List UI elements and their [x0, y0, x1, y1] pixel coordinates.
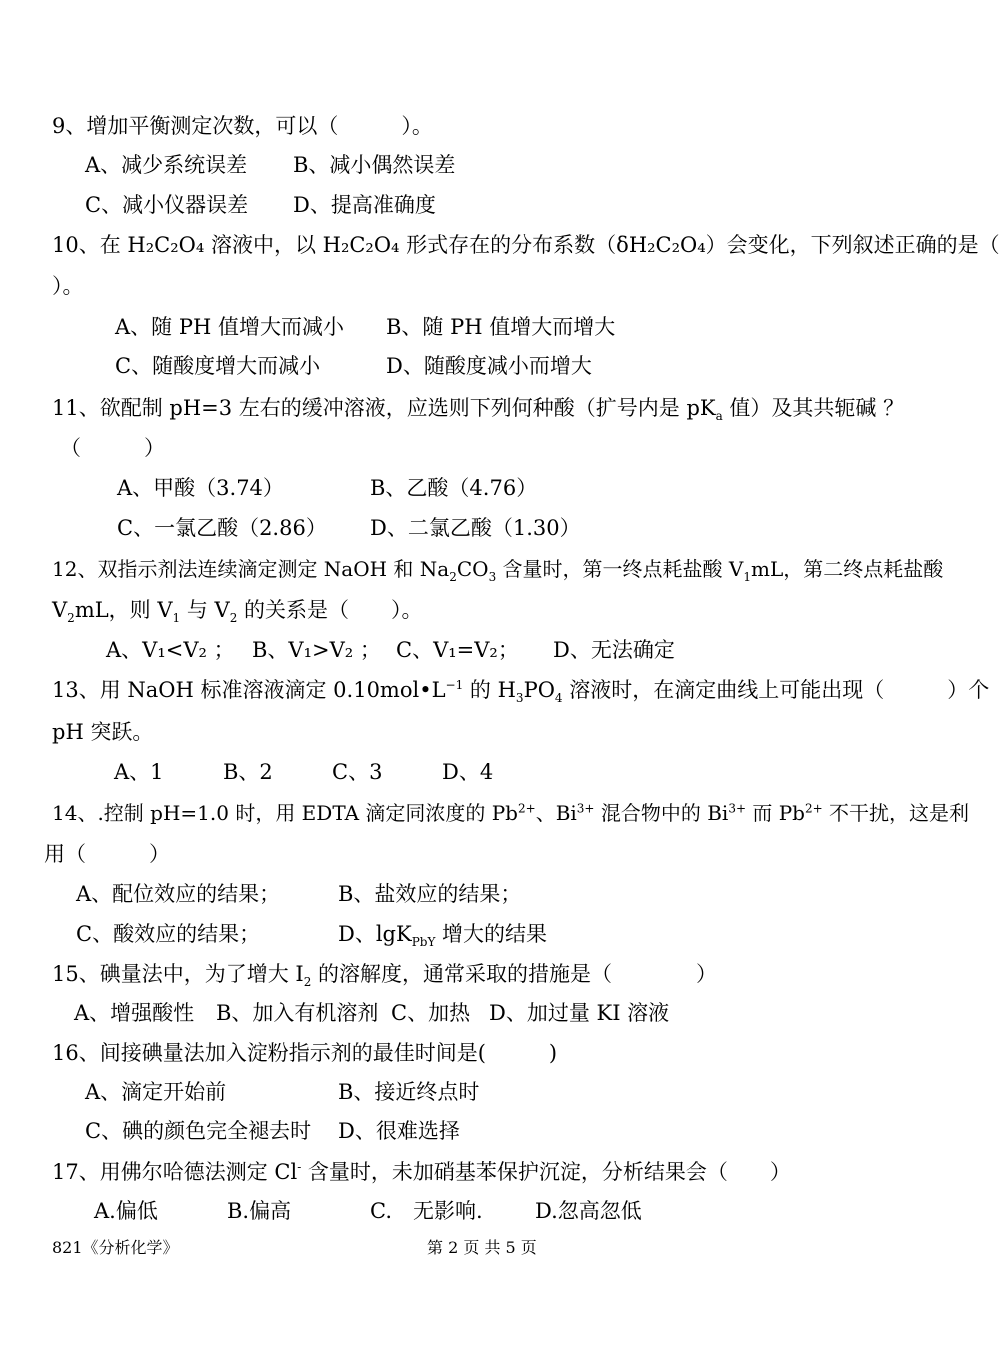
q14-option-c: C、酸效应的结果； [76, 922, 261, 946]
q11-stem-cont: （ ） [60, 436, 165, 460]
q11-option-c: C、一氯乙酸（2.86） [117, 516, 327, 540]
q13-option-a: A、1 [114, 760, 164, 784]
q17-option-b: B.偏高 [227, 1199, 292, 1223]
q9-stem: 9、增加平衡测定次数，可以（ ）。 [52, 114, 433, 138]
q11-option-a: A、甲酸（3.74） [117, 476, 284, 500]
q16-option-c: C、碘的颜色完全褪去时 [85, 1119, 312, 1143]
q14-option-a: A、配位效应的结果； [76, 882, 281, 906]
q11-option-b: B、乙酸（4.76） [370, 476, 538, 500]
q13-option-c: C、3 [332, 760, 383, 784]
q14-stem: 14、.控制 pH=1.0 时，用 EDTA 滴定同浓度的 $Pb^{2+}$、$Bi^{3+}$ 混合物中的 $Bi^{3+}$ 而 $Pb^{2+}$ 不干扰，这是利 [52, 801, 970, 825]
q14-stem-cont: 用（ ） [44, 842, 170, 866]
q15-option-d: D、加过量 KI 溶液 [489, 1001, 670, 1025]
q13-stem-cont: pH 突跃。 [52, 720, 154, 744]
q15-option-c: C、加热 [391, 1001, 471, 1025]
q10-stem-cont: ）。 [52, 274, 84, 298]
q12-option-d: D、无法确定 [553, 638, 675, 662]
q17-option-d: D.忽高忽低 [535, 1199, 642, 1223]
q17-option-c: C. 无影响. [370, 1199, 483, 1223]
footer-course: 821《分析化学》 [52, 1238, 179, 1257]
q10-option-b: B、随 PH 值增大而增大 [386, 315, 616, 339]
q9-option-d: D、提高准确度 [293, 193, 436, 217]
q13-option-b: B、2 [223, 760, 273, 784]
footer-page-number: 第 2 页 共 5 页 [427, 1238, 537, 1257]
q12-option-c: C、V₁=V₂； [396, 638, 519, 662]
q10-option-a: A、随 PH 值增大而减小 [115, 315, 344, 339]
q10-stem: 10、在 H₂C₂O₄ 溶液中，以 H₂C₂O₄ 形式存在的分布系数（δH₂C₂O₄）会变化，下列叙述正确的是（ [52, 233, 1000, 257]
q16-option-d: D、很难选择 [338, 1119, 460, 1143]
q9-option-b: B、减小偶然误差 [293, 153, 456, 177]
q14-option-b: B、盐效应的结果； [338, 882, 522, 906]
q9-option-a: A、减少系统误差 [85, 153, 248, 177]
q16-option-a: A、滴定开始前 [85, 1080, 227, 1104]
q12-option-a: A、V₁<V₂ ； [106, 638, 235, 662]
q12-stem-cont: $V_2mL$，则 $V_1$ 与 $V_2$ 的关系是（ ）。 [52, 598, 423, 626]
q11-stem: 11、欲配制 pH=3 左右的缓冲溶液，应选则下列何种酸（扩号内是 $pK_a$ 值）及其共轭碱 ？ [52, 396, 905, 424]
q17-stem: 17、用佛尔哈德法测定 Cl- 含量时，未加硝基苯保护沉淀，分析结果会（ ） [52, 1160, 791, 1184]
q10-option-d: D、随酸度减小而增大 [386, 354, 592, 378]
q14-option-d: D、lgK$_{PbY}$ 增大的结果 [338, 922, 548, 950]
q17-option-a: A.偏低 [94, 1199, 158, 1223]
q16-stem: 16、间接碘量法加入淀粉指示剂的最佳时间是( ) [52, 1041, 558, 1065]
q15-option-a: A、增强酸性 [74, 1001, 195, 1025]
q13-option-d: D、4 [442, 760, 494, 784]
q11-option-d: D、二氯乙酸（1.30） [370, 516, 581, 540]
q12-stem: 12、双指示剂法连续滴定测定 NaOH 和 $Na_2CO_3$ 含量时，第一终点耗盐酸 $V_1mL$，第二终点耗盐酸 [52, 557, 944, 584]
q15-stem: 15、碘量法中，为了增大 $I_2$ 的溶解度，通常采取的措施是（ ） [52, 962, 718, 990]
q9-option-c: C、减小仪器误差 [85, 193, 249, 217]
q13-stem: 13、用 NaOH 标准溶液滴定 $0.10mol•L^{-1}$ 的 $H_3PO_4$ 溶液时，在滴定曲线上可能出现（ ）个 [52, 678, 990, 706]
q12-option-b: B、V₁>V₂ ； [252, 638, 381, 662]
q15-option-b: B、加入有机溶剂 [216, 1001, 379, 1025]
q16-option-b: B、接近终点时 [338, 1080, 480, 1104]
q10-option-c: C、随酸度增大而减小 [115, 354, 321, 378]
